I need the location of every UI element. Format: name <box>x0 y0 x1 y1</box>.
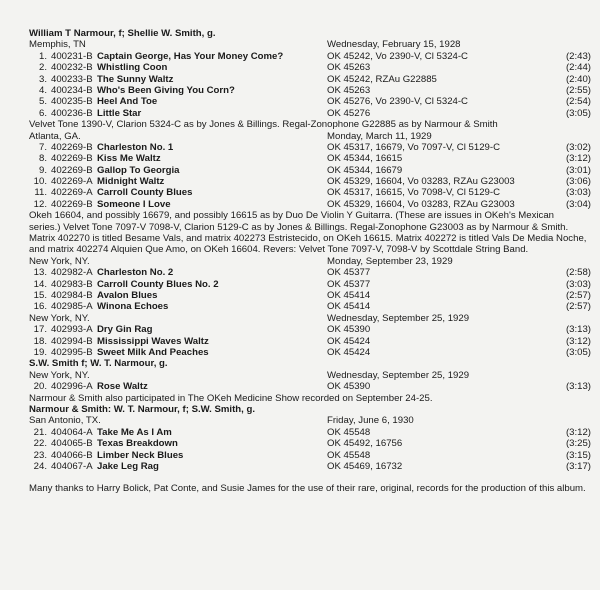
track-duration: (3:12) <box>565 335 591 347</box>
matrix-number: 404065-B <box>51 438 93 450</box>
track-duration: (3:25) <box>565 438 591 450</box>
issue-numbers: OK 45329, 16604, Vo 03283, RZAu G23003 <box>327 176 515 188</box>
track-number: 22. <box>33 438 47 450</box>
matrix-number: 402982-A <box>51 267 93 279</box>
session-location: San Antonio, TX. <box>29 415 101 427</box>
track-title: Midnight Waltz <box>97 176 165 188</box>
track-number: 18. <box>33 335 47 347</box>
track-row <box>29 267 591 278</box>
session-header <box>29 370 591 381</box>
session-header <box>29 415 591 426</box>
track-row <box>29 62 591 73</box>
track-duration: (3:04) <box>565 198 591 210</box>
track-row <box>29 74 591 85</box>
track-row <box>29 176 591 187</box>
track-row <box>29 461 591 472</box>
issue-numbers: OK 45424 <box>327 335 371 347</box>
track-duration: (3:13) <box>565 324 591 336</box>
track-number: 23. <box>33 449 47 461</box>
track-row <box>29 187 591 198</box>
matrix-number: 402984-B <box>51 290 93 302</box>
matrix-number: 402985-A <box>51 301 93 313</box>
issue-numbers: OK 45492, 16756 <box>327 438 403 450</box>
track-number: 17. <box>33 324 47 336</box>
track-number: 10. <box>33 176 47 188</box>
track-title: Carroll County Blues No. 2 <box>97 278 219 290</box>
issue-numbers: OK 45469, 16732 <box>327 460 403 472</box>
track-row <box>29 336 591 347</box>
track-row <box>29 301 591 312</box>
track-title: Little Star <box>97 107 142 119</box>
issue-numbers: OK 45344, 16615 <box>327 153 403 165</box>
matrix-number: 404066-B <box>51 449 93 461</box>
track-duration: (2:58) <box>565 267 591 279</box>
track-number: 20. <box>33 381 47 393</box>
spacer <box>29 472 591 483</box>
issue-numbers: OK 45317, 16679, Vo 7097-V, Cl 5129-C <box>327 141 500 153</box>
track-title: Carroll County Blues <box>97 187 193 199</box>
session-header <box>29 313 591 324</box>
issue-numbers: OK 45377 <box>327 278 371 290</box>
discography-note: Many thanks to Harry Bolick, Pat Conte, and Susie James for the use of their rare, original, records for the production of this album. <box>29 483 586 495</box>
matrix-number: 400231-B <box>51 50 93 62</box>
session-date: Wednesday, September 25, 1929 <box>327 312 470 324</box>
track-row <box>29 142 591 153</box>
track-duration: (2:40) <box>565 73 591 85</box>
track-row <box>29 290 591 301</box>
track-duration: (3:17) <box>565 460 591 472</box>
issue-numbers: OK 45548 <box>327 426 371 438</box>
artist-credit: S.W. Smith f; W. T. Narmour, g. <box>29 358 168 370</box>
issue-numbers: OK 45548 <box>327 449 371 461</box>
session-date: Wednesday, September 25, 1929 <box>327 369 470 381</box>
track-duration: (2:54) <box>565 96 591 108</box>
track-number: 5. <box>38 96 47 108</box>
matrix-number: 402269-A <box>51 187 93 199</box>
session-header <box>29 131 591 142</box>
track-title: Captain George, Has Your Money Come? <box>97 50 284 62</box>
track-row <box>29 153 591 164</box>
discography-note: Velvet Tone 1390-V, Clarion 5324-C as by Jones & Billings. Regal-Zonophone G22885 as by Narmour & Smith <box>29 119 498 131</box>
track-title: Kiss Me Waltz <box>97 153 161 165</box>
matrix-number: 400234-B <box>51 84 93 96</box>
session-header <box>29 256 591 267</box>
issue-numbers: OK 45414 <box>327 301 371 313</box>
track-number: 2. <box>38 62 47 74</box>
track-number: 4. <box>38 84 47 96</box>
track-number: 19. <box>33 347 47 359</box>
discography-document <box>29 28 591 495</box>
matrix-number: 400233-B <box>51 73 93 85</box>
track-duration: (3:01) <box>565 164 591 176</box>
matrix-number: 402269-B <box>51 141 93 153</box>
track-number: 21. <box>33 426 47 438</box>
track-number: 15. <box>33 290 47 302</box>
issue-numbers: OK 45344, 16679 <box>327 164 403 176</box>
matrix-number: 402995-B <box>51 347 93 359</box>
matrix-number: 400232-B <box>51 62 93 74</box>
session-date: Monday, September 23, 1929 <box>327 255 453 267</box>
track-row <box>29 165 591 176</box>
track-title: Charleston No. 2 <box>97 267 174 279</box>
track-number: 9. <box>38 164 47 176</box>
track-title: Charleston No. 1 <box>97 141 174 153</box>
track-row <box>29 279 591 290</box>
track-number: 16. <box>33 301 47 313</box>
matrix-number: 402996-A <box>51 381 93 393</box>
track-title: Texas Breakdown <box>97 438 178 450</box>
session-location: New York, NY. <box>29 312 90 324</box>
track-duration: (3:02) <box>565 141 591 153</box>
track-title: Mississippi Waves Waltz <box>97 335 209 347</box>
issue-numbers: OK 45377 <box>327 267 371 279</box>
session-date: Friday, June 6, 1930 <box>327 415 414 427</box>
track-duration: (3:05) <box>565 347 591 359</box>
discography-note: Narmour & Smith also participated in The OKeh Medicine Show recorded on September 24-25. <box>29 392 433 404</box>
track-number: 3. <box>38 73 47 85</box>
track-title: Dry Gin Rag <box>97 324 153 336</box>
track-row <box>29 199 591 210</box>
track-title: Rose Waltz <box>97 381 148 393</box>
track-title: Someone I Love <box>97 198 171 210</box>
track-row <box>29 51 591 62</box>
track-number: 13. <box>33 267 47 279</box>
issue-numbers: OK 45414 <box>327 290 371 302</box>
session-header <box>29 39 591 50</box>
track-duration: (2:44) <box>565 62 591 74</box>
matrix-number: 402994-B <box>51 335 93 347</box>
track-title: Jake Leg Rag <box>97 460 159 472</box>
discography-note: Okeh 16604, and possibly 16679, and possibly 16615 as by Duo De Violin Y Guitarra. (These are issues in OKeh's Mexican series.) Velvet Tone 7097-V 7098-V, Clarion 5129-C as by Jones & Billings. Regal-Zonophone G23003 as by Narmour & Smith. Matrix 402270 is titled Besame Vals, and matrix 402273 Estristecido, on OKeh 16615. Matrix 402272 is titled Vals De Media Noche, and matrix 402274 Alquien Que Amo, on OKeh 16604. Revers: Velvet Tone 7097-V, 7098-V by Scottdale String Band. <box>29 210 587 256</box>
track-duration: (3:13) <box>565 381 591 393</box>
track-title: Winona Echoes <box>97 301 169 313</box>
track-duration: (2:57) <box>565 301 591 313</box>
track-title: Sweet Milk And Peaches <box>97 347 209 359</box>
issue-numbers: OK 45242, Vo 2390-V, Cl 5324-C <box>327 50 468 62</box>
track-title: Heel And Toe <box>97 96 158 108</box>
matrix-number: 404064-A <box>51 426 93 438</box>
track-title: Whistling Coon <box>97 62 168 74</box>
track-row <box>29 324 591 335</box>
track-duration: (2:43) <box>565 50 591 62</box>
track-row <box>29 381 591 392</box>
track-duration: (3:12) <box>565 426 591 438</box>
track-number: 8. <box>38 153 47 165</box>
track-number: 7. <box>38 141 47 153</box>
issue-numbers: OK 45390 <box>327 381 371 393</box>
session-location: Memphis, TN <box>29 39 86 51</box>
artist-credit: William T Narmour, f; Shellie W. Smith, g. <box>29 28 216 39</box>
issue-numbers: OK 45276, Vo 2390-V, Cl 5324-C <box>327 96 468 108</box>
track-duration: (3:03) <box>565 278 591 290</box>
track-duration: (2:55) <box>565 84 591 96</box>
track-row <box>29 85 591 96</box>
matrix-number: 402983-B <box>51 278 93 290</box>
track-row <box>29 347 591 358</box>
track-duration: (3:06) <box>565 176 591 188</box>
session-date: Monday, March 11, 1929 <box>327 130 432 142</box>
matrix-number: 402269-B <box>51 198 93 210</box>
track-title: The Sunny Waltz <box>97 73 174 85</box>
track-row <box>29 427 591 438</box>
matrix-number: 400236-B <box>51 107 93 119</box>
matrix-number: 402269-A <box>51 176 93 188</box>
issue-numbers: OK 45424 <box>327 347 371 359</box>
track-duration: (3:05) <box>565 107 591 119</box>
track-title: Limber Neck Blues <box>97 449 184 461</box>
session-location: New York, NY. <box>29 255 90 267</box>
track-row <box>29 108 591 119</box>
track-number: 6. <box>38 107 47 119</box>
track-duration: (3:15) <box>565 449 591 461</box>
matrix-number: 404067-A <box>51 460 93 472</box>
issue-numbers: OK 45263 <box>327 84 371 96</box>
track-title: Gallop To Georgia <box>97 164 180 176</box>
issue-numbers: OK 45329, 16604, Vo 03283, RZAu G23003 <box>327 198 515 210</box>
session-location: Atlanta, GA. <box>29 130 81 142</box>
artist-credit: Narmour & Smith: W. T. Narmour, f; S.W. Smith, g. <box>29 403 255 415</box>
track-title: Who's Been Giving You Corn? <box>97 84 235 96</box>
track-row <box>29 450 591 461</box>
matrix-number: 402269-B <box>51 153 93 165</box>
track-title: Take Me As I Am <box>97 426 172 438</box>
track-number: 11. <box>34 187 47 199</box>
matrix-number: 402269-B <box>51 164 93 176</box>
track-duration: (3:03) <box>565 187 591 199</box>
track-number: 14. <box>33 278 47 290</box>
track-number: 12. <box>33 198 47 210</box>
track-row <box>29 438 591 449</box>
track-number: 24. <box>33 460 47 472</box>
issue-numbers: OK 45390 <box>327 324 371 336</box>
session-date: Wednesday, February 15, 1928 <box>327 39 461 51</box>
track-duration: (3:12) <box>565 153 591 165</box>
issue-numbers: OK 45263 <box>327 62 371 74</box>
session-location: New York, NY. <box>29 369 90 381</box>
matrix-number: 400235-B <box>51 96 93 108</box>
track-title: Avalon Blues <box>97 290 158 302</box>
matrix-number: 402993-A <box>51 324 93 336</box>
track-row <box>29 96 591 107</box>
issue-numbers: OK 45276 <box>327 107 371 119</box>
issue-numbers: OK 45317, 16615, Vo 7098-V, Cl 5129-C <box>327 187 500 199</box>
track-duration: (2:57) <box>565 290 591 302</box>
track-number: 1. <box>38 50 47 62</box>
issue-numbers: OK 45242, RZAu G22885 <box>327 73 437 85</box>
